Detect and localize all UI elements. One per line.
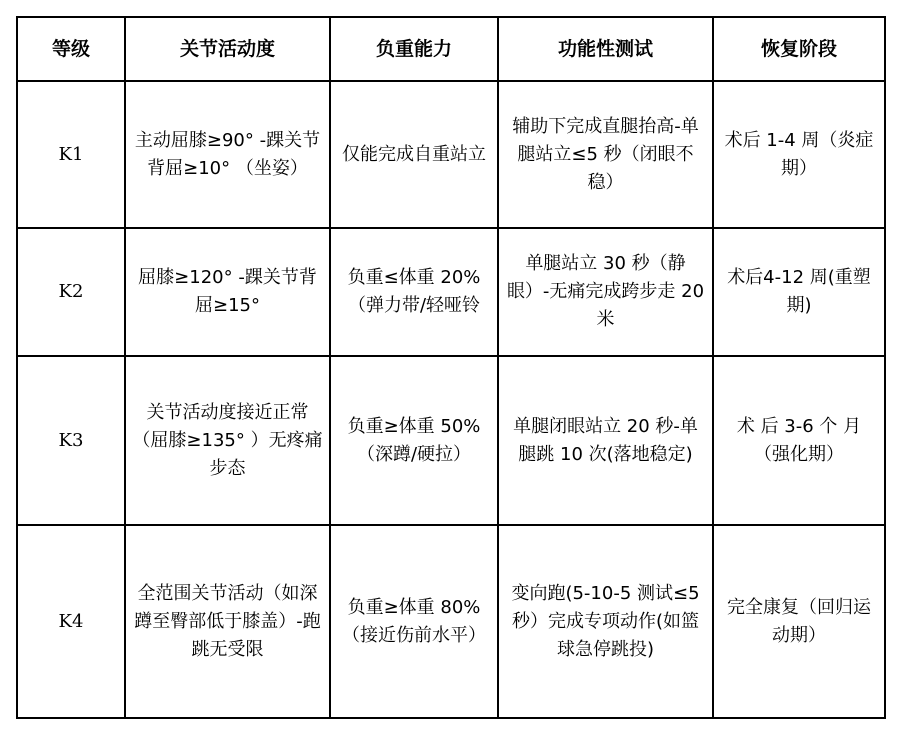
test-cell: 变向跑(5-10-5 测试≤5 秒）完成专项动作(如篮球急停跳投) <box>498 525 713 718</box>
weight-cell: 负重≤体重 20%（弹力带/轻哑铃 <box>330 228 498 356</box>
header-grade: 等级 <box>17 17 125 81</box>
rom-cell: 主动屈膝≥90° -踝关节背屈≥10° （坐姿） <box>125 81 330 228</box>
header-functional-test: 功能性测试 <box>498 17 713 81</box>
test-cell: 单腿闭眼站立 20 秒-单腿跳 10 次(落地稳定) <box>498 356 713 525</box>
header-row <box>17 17 885 81</box>
header-range-of-motion: 关节活动度 <box>125 17 330 81</box>
weight-cell: 负重≥体重 50%（深蹲/硬拉） <box>330 356 498 525</box>
stage-cell: 完全康复（回归运动期） <box>713 525 885 718</box>
stage-cell: 术 后 3-6 个 月（强化期） <box>713 356 885 525</box>
table-row <box>17 228 885 356</box>
grade-cell: K1 <box>17 81 125 228</box>
grade-cell: K3 <box>17 356 125 525</box>
table-row <box>17 525 885 718</box>
grade-cell: K4 <box>17 525 125 718</box>
rom-cell: 关节活动度接近正常（屈膝≥135° ）无疼痛步态 <box>125 356 330 525</box>
test-cell: 单腿站立 30 秒（静眼）-无痛完成跨步走 20 米 <box>498 228 713 356</box>
table-row <box>17 356 885 525</box>
weight-cell: 仅能完成自重站立 <box>330 81 498 228</box>
grade-cell: K2 <box>17 228 125 356</box>
stage-cell: 术后 1-4 周（炎症期） <box>713 81 885 228</box>
rom-cell: 屈膝≥120° -踝关节背屈≥15° <box>125 228 330 356</box>
table-row <box>17 81 885 228</box>
stage-cell: 术后4-12 周(重塑期) <box>713 228 885 356</box>
header-recovery-stage: 恢复阶段 <box>713 17 885 81</box>
weight-cell: 负重≥体重 80%（接近伤前水平） <box>330 525 498 718</box>
rom-cell: 全范围关节活动（如深蹲至臀部低于膝盖）-跑跳无受限 <box>125 525 330 718</box>
header-weight-bearing: 负重能力 <box>330 17 498 81</box>
recovery-grade-table <box>16 16 886 719</box>
test-cell: 辅助下完成直腿抬高-单腿站立≤5 秒（闭眼不稳） <box>498 81 713 228</box>
